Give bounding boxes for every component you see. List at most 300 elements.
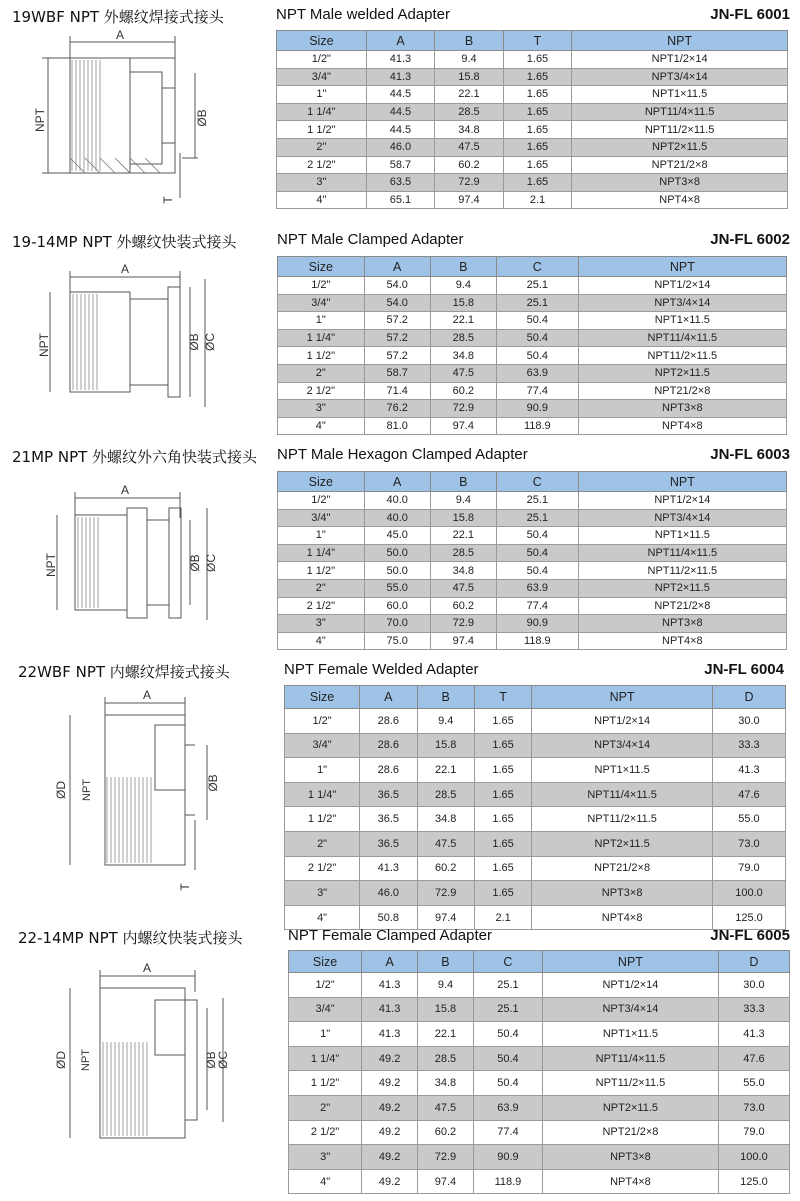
table-cell: 57.2 [364,329,430,347]
table-cell: 1.65 [474,709,531,734]
table-cell: 1" [285,758,360,783]
table-row [278,632,787,650]
table-cell: 44.5 [366,86,435,104]
table-cell: 50.4 [496,347,578,365]
table-row [278,597,787,615]
table-cell: 30.0 [718,973,789,998]
dim-label: A [142,961,152,975]
table-row [277,68,788,86]
table-cell: 4" [278,632,365,650]
column-header: T [503,31,572,51]
dim-label: T [178,883,192,891]
table-cell: 50.4 [496,544,578,562]
table-cell: 1.65 [503,156,572,174]
product-code: JN-FL 6004 [704,661,784,678]
table-cell: 47.5 [430,364,496,382]
dim-label: ØD [54,781,68,799]
table-cell: 1.65 [503,103,572,121]
table-cell: NPT3×8 [572,174,788,192]
table-header-row [285,686,786,709]
table-cell: NPT4×8 [532,905,713,930]
table-row [289,1022,790,1047]
column-header: NPT [578,472,786,492]
table-cell: 97.4 [418,1169,474,1194]
table-cell: 22.1 [430,527,496,545]
dim-label: ØB [195,109,209,127]
dim-label: A [120,262,130,276]
table-cell: 30.0 [712,709,785,734]
table-cell: 2 1/2" [289,1120,362,1145]
section-6002 [0,225,800,440]
table-row [278,382,787,400]
table-cell: 33.3 [712,733,785,758]
table-cell: 28.5 [435,103,504,121]
table-cell: 45.0 [364,527,430,545]
table-cell: 90.9 [473,1145,542,1170]
table-header-row [278,472,787,492]
table-row [277,51,788,69]
table-row [289,1046,790,1071]
table-cell: 97.4 [430,417,496,435]
table-cell: 2.1 [503,191,572,209]
table-cell: 81.0 [364,417,430,435]
column-header: B [430,257,496,277]
table-cell: NPT11/4×11.5 [578,329,786,347]
table-cell: 50.4 [473,1046,542,1071]
table-cell: 49.2 [362,1095,418,1120]
table-cell: 47.6 [718,1046,789,1071]
table-cell: 2.1 [474,905,531,930]
table-cell: 1" [289,1022,362,1047]
table-cell: 50.4 [473,1022,542,1047]
table-cell: 55.0 [712,807,785,832]
table-cell: 70.0 [364,615,430,633]
column-header: A [364,472,430,492]
product-code: JN-FL 6005 [710,927,790,944]
table-cell: 1" [277,86,367,104]
table-cell: 28.5 [418,1046,474,1071]
product-code: JN-FL 6003 [710,446,790,463]
table-cell: 79.0 [718,1120,789,1145]
table-cell: NPT2×11.5 [578,364,786,382]
table-cell: 44.5 [366,121,435,139]
table-row [278,294,787,312]
table-cell: 77.4 [496,382,578,400]
table-cell: 90.9 [496,615,578,633]
technical-drawing [37,257,220,432]
table-cell: NPT11/4×11.5 [542,1046,718,1071]
en-title: NPT Male Hexagon Clamped Adapter [277,446,528,463]
table-cell: NPT3×8 [578,615,786,633]
column-header: B [417,686,474,709]
cn-title: 22WBF NPT 内螺纹焊接式接头 [18,663,230,681]
table-cell: 49.2 [362,1046,418,1071]
table-cell: 1/2" [285,709,360,734]
cn-title: 19-14MP NPT 外螺纹快装式接头 [12,233,237,251]
table-cell: NPT3/4×14 [542,997,718,1022]
table-cell: 76.2 [364,400,430,418]
table-cell: 34.8 [430,562,496,580]
table-row [285,807,786,832]
technical-drawing [55,685,225,900]
table-cell: 72.9 [418,1145,474,1170]
table-cell: NPT2×11.5 [542,1095,718,1120]
table-cell: 22.1 [435,86,504,104]
table-cell: 47.5 [417,831,474,856]
table-row [278,312,787,330]
table-cell: 34.8 [430,347,496,365]
table-cell: 36.5 [360,831,417,856]
column-header: C [473,951,542,973]
column-header: C [496,472,578,492]
table-cell: 41.3 [360,856,417,881]
table-cell: 15.8 [430,294,496,312]
table-cell: NPT1/2×14 [578,492,786,510]
table-cell: NPT1×11.5 [578,312,786,330]
table-cell: 4" [289,1169,362,1194]
table-cell: 60.2 [430,597,496,615]
table-cell: 3" [289,1145,362,1170]
table-cell: NPT1/2×14 [532,709,713,734]
table-cell: 25.1 [496,509,578,527]
table-cell: 50.8 [360,905,417,930]
table-row [285,733,786,758]
table-cell: 28.5 [430,544,496,562]
table-cell: NPT11/2×11.5 [542,1071,718,1096]
table-cell: 9.4 [435,51,504,69]
table-cell: 118.9 [496,632,578,650]
table-cell: 1.65 [474,782,531,807]
table-cell: NPT1×11.5 [532,758,713,783]
table-cell: 1 1/2" [285,807,360,832]
table-cell: 41.3 [366,68,435,86]
table-cell: 47.5 [435,138,504,156]
table-cell: 1.65 [474,733,531,758]
table-cell: NPT4×8 [572,191,788,209]
column-header: Size [277,31,367,51]
table-row [285,881,786,906]
en-title: NPT Female Clamped Adapter [288,927,492,944]
table-row [278,509,787,527]
column-header: D [712,686,785,709]
table-cell: 97.4 [430,632,496,650]
table-cell: 77.4 [496,597,578,615]
table-cell: 60.2 [435,156,504,174]
table-cell: 75.0 [364,632,430,650]
table-cell: 3" [285,881,360,906]
table-cell: 1.65 [503,51,572,69]
table-cell: 49.2 [362,1169,418,1194]
dim-label: NPT [44,553,58,577]
table-cell: 1/2" [278,277,365,295]
table-cell: 77.4 [473,1120,542,1145]
table-cell: 36.5 [360,782,417,807]
table-row [278,527,787,545]
table-cell: 90.9 [496,400,578,418]
table-cell: 58.7 [364,364,430,382]
dim-label: A [120,483,130,497]
table-cell: 2" [278,579,365,597]
section-6005 [0,922,800,1197]
column-header: NPT [532,686,713,709]
column-header: NPT [578,257,786,277]
table-cell: 1 1/4" [289,1046,362,1071]
table-cell: 55.0 [364,579,430,597]
dim-label: A [115,28,125,42]
dim-label: ØB [206,774,220,792]
table-cell: 125.0 [718,1169,789,1194]
table-cell: 15.8 [418,997,474,1022]
table-cell: 22.1 [417,758,474,783]
section-6004 [0,655,800,924]
cn-title: 22-14MP NPT 内螺纹快装式接头 [18,929,243,947]
table-cell: 3" [278,400,365,418]
table-cell: 25.1 [496,294,578,312]
table-cell: 50.0 [364,562,430,580]
dim-label: ØB [187,333,201,351]
table-cell: 1 1/2" [278,562,365,580]
table-cell: NPT1/2×14 [542,973,718,998]
table-cell: 28.6 [360,758,417,783]
table-cell: 2 1/2" [278,597,365,615]
table-cell: 1.65 [474,807,531,832]
table-cell: NPT21/2×8 [532,856,713,881]
technical-drawing [55,960,230,1160]
column-header: Size [289,951,362,973]
section-6003 [0,440,800,655]
table-cell: 41.3 [362,997,418,1022]
table-header-row [289,951,790,973]
table-cell: 47.6 [712,782,785,807]
table-cell: 125.0 [712,905,785,930]
table-cell: 49.2 [362,1071,418,1096]
table-cell: NPT21/2×8 [542,1120,718,1145]
table-cell: 1.65 [503,68,572,86]
table-row [285,758,786,783]
table-cell: 63.5 [366,174,435,192]
table-cell: 41.3 [362,1022,418,1047]
table-cell: 1.65 [503,86,572,104]
cn-title: 21MP NPT 外螺纹外六角快装式接头 [12,448,258,466]
table-cell: 50.4 [473,1071,542,1096]
spec-table [277,256,787,435]
table-header-row [277,31,788,51]
table-cell: NPT2×11.5 [532,831,713,856]
spec-table [288,950,790,1194]
dim-label: NPT [81,779,93,801]
column-header: Size [278,257,365,277]
table-row [289,1120,790,1145]
table-row [278,347,787,365]
table-cell: 100.0 [718,1145,789,1170]
table-cell: 79.0 [712,856,785,881]
column-header: A [366,31,435,51]
table-row [285,856,786,881]
table-cell: 2 1/2" [278,382,365,400]
table-cell: 36.5 [360,807,417,832]
table-cell: 2" [285,831,360,856]
table-cell: NPT2×11.5 [572,138,788,156]
column-header: A [362,951,418,973]
table-row [277,103,788,121]
table-cell: NPT3/4×14 [578,294,786,312]
table-cell: 97.4 [417,905,474,930]
en-title: NPT Male welded Adapter [276,6,450,23]
column-header: B [435,31,504,51]
table-cell: 47.5 [430,579,496,597]
table-cell: 41.3 [362,973,418,998]
table-cell: 40.0 [364,492,430,510]
table-cell: 25.1 [496,277,578,295]
table-cell: 41.3 [712,758,785,783]
table-cell: NPT11/2×11.5 [578,347,786,365]
table-cell: NPT1/2×14 [572,51,788,69]
table-cell: NPT3×8 [532,881,713,906]
table-row [289,1071,790,1096]
table-cell: 1.65 [503,174,572,192]
table-cell: 25.1 [473,973,542,998]
table-cell: 60.2 [430,382,496,400]
table-cell: 3" [277,174,367,192]
table-cell: 15.8 [435,68,504,86]
table-cell: 118.9 [496,417,578,435]
table-cell: 47.5 [418,1095,474,1120]
table-cell: 97.4 [435,191,504,209]
table-cell: 65.1 [366,191,435,209]
column-header: Size [278,472,365,492]
dim-label: NPT [33,108,47,132]
product-code: JN-FL 6001 [710,6,790,23]
column-header: A [364,257,430,277]
table-cell: 72.9 [435,174,504,192]
table-row [278,417,787,435]
table-cell: NPT1/2×14 [578,277,786,295]
table-row [278,579,787,597]
table-cell: NPT1×11.5 [542,1022,718,1047]
table-cell: 25.1 [473,997,542,1022]
table-cell: 50.4 [496,312,578,330]
table-cell: 3" [278,615,365,633]
table-cell: NPT4×8 [578,632,786,650]
table-cell: 54.0 [364,277,430,295]
column-header: NPT [542,951,718,973]
dim-label: ØB [204,1051,218,1069]
table-cell: 50.4 [496,527,578,545]
table-row [285,709,786,734]
table-cell: 1.65 [474,856,531,881]
table-row [278,364,787,382]
table-cell: NPT11/2×11.5 [532,807,713,832]
table-cell: 28.6 [360,709,417,734]
cn-title: 19WBF NPT 外螺纹焊接式接头 [12,8,224,26]
table-cell: NPT21/2×8 [578,597,786,615]
column-header: A [360,686,417,709]
table-cell: 34.8 [418,1071,474,1096]
dim-label: T [161,196,175,204]
table-row [289,973,790,998]
table-cell: NPT11/2×11.5 [578,562,786,580]
table-cell: 1" [278,312,365,330]
dim-label: ØC [204,554,218,572]
table-cell: 1 1/2" [277,121,367,139]
spec-table [276,30,788,209]
table-header-row [278,257,787,277]
table-cell: NPT3/4×14 [572,68,788,86]
table-cell: 9.4 [430,492,496,510]
table-cell: 1.65 [474,831,531,856]
column-header: C [496,257,578,277]
table-row [277,156,788,174]
table-cell: 9.4 [417,709,474,734]
table-cell: 3/4" [285,733,360,758]
table-cell: 54.0 [364,294,430,312]
table-cell: 1 1/4" [278,544,365,562]
table-cell: NPT11/4×11.5 [578,544,786,562]
table-cell: 57.2 [364,347,430,365]
table-cell: NPT1×11.5 [572,86,788,104]
table-cell: 1.65 [503,121,572,139]
table-row [289,1095,790,1120]
table-cell: 2" [277,138,367,156]
dim-label: ØD [54,1051,68,1069]
table-cell: 2 1/2" [285,856,360,881]
table-cell: 25.1 [496,492,578,510]
column-header: B [418,951,474,973]
table-cell: 9.4 [430,277,496,295]
table-cell: NPT3×8 [542,1145,718,1170]
table-cell: 2" [278,364,365,382]
table-cell: NPT4×8 [542,1169,718,1194]
table-cell: 100.0 [712,881,785,906]
table-cell: NPT3/4×14 [578,509,786,527]
column-header: D [718,951,789,973]
table-cell: NPT4×8 [578,417,786,435]
table-cell: 50.0 [364,544,430,562]
table-cell: 72.9 [430,400,496,418]
table-cell: 50.4 [496,329,578,347]
table-cell: 73.0 [718,1095,789,1120]
table-row [285,831,786,856]
table-cell: 50.4 [496,562,578,580]
table-cell: NPT11/4×11.5 [572,103,788,121]
table-row [278,615,787,633]
dim-label: ØC [203,333,217,351]
technical-drawing [30,28,230,208]
table-cell: 1 1/2" [278,347,365,365]
table-cell: 28.5 [417,782,474,807]
column-header: Size [285,686,360,709]
table-cell: 22.1 [430,312,496,330]
table-cell: 72.9 [417,881,474,906]
table-cell: 4" [278,417,365,435]
table-cell: 60.2 [417,856,474,881]
table-cell: 63.9 [496,364,578,382]
table-cell: 28.6 [360,733,417,758]
table-cell: 63.9 [473,1095,542,1120]
table-cell: 72.9 [430,615,496,633]
table-cell: 55.0 [718,1071,789,1096]
column-header: B [430,472,496,492]
dim-label: A [142,688,152,702]
table-cell: 33.3 [718,997,789,1022]
section-6001 [0,0,800,215]
table-row [278,400,787,418]
table-cell: 22.1 [418,1022,474,1047]
table-cell: 1 1/4" [278,329,365,347]
dim-label: NPT [37,333,51,357]
product-code: JN-FL 6002 [710,231,790,248]
table-row [285,782,786,807]
